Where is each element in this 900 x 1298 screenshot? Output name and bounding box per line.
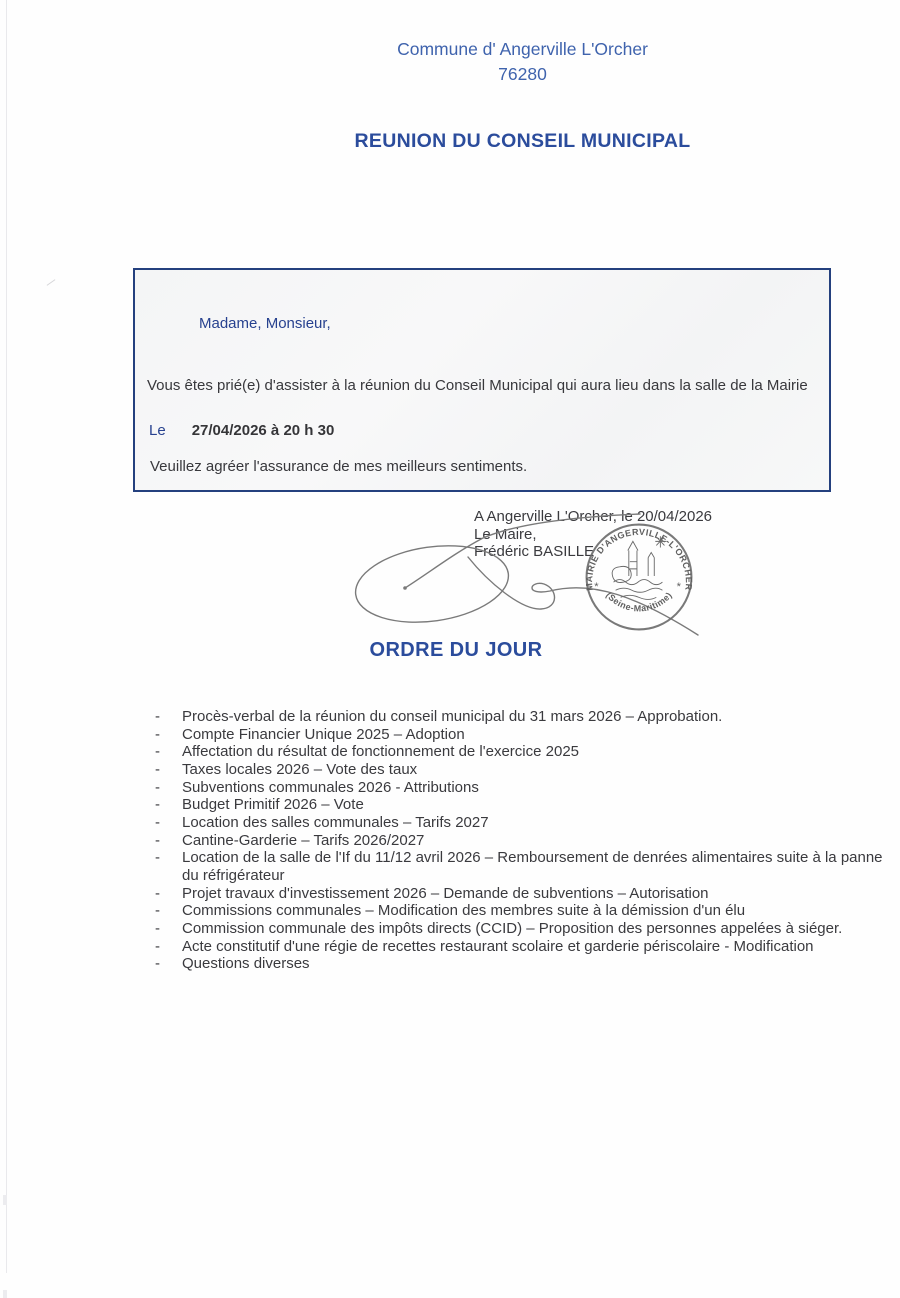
agenda-item-text: Commission communale des impôts directs (CCID) – Proposition des personnes appelées à siéger. xyxy=(182,919,843,937)
agenda-bullet: - xyxy=(155,902,160,920)
agenda-bullet: - xyxy=(155,778,160,796)
agenda-bullet: - xyxy=(155,937,160,955)
agenda-item-text: Subventions communales 2026 - Attributions xyxy=(182,778,479,796)
agenda-item-text: Compte Financier Unique 2025 – Adoption xyxy=(182,725,465,743)
agenda-item xyxy=(155,743,900,761)
signature-name: Frédéric BASILLE xyxy=(474,543,595,561)
agenda-item xyxy=(155,938,900,956)
agenda-item-text: Questions diverses xyxy=(182,955,310,973)
agenda-item xyxy=(155,814,900,832)
agenda-item-text: Budget Primitif 2026 – Vote xyxy=(182,796,364,814)
stamp-emblem xyxy=(612,536,666,599)
agenda-item xyxy=(155,885,900,903)
stamp-ring xyxy=(587,525,692,630)
agenda-item-text: Affectation du résultat de fonctionnement de l'exercice 2025 xyxy=(182,743,580,761)
agenda-item-text: Taxes locales 2026 – Vote des taux xyxy=(182,760,418,778)
agenda-item-text: Acte constitutif d'une régie de recettes restaurant scolaire et garderie périscolaire - Modification xyxy=(182,937,814,955)
scan-artifact-dash xyxy=(3,1195,7,1205)
stamp-left-star: * xyxy=(594,581,599,594)
agenda-bullet: - xyxy=(155,725,160,743)
official-stamp xyxy=(583,521,695,633)
agenda-bullet: - xyxy=(155,849,160,867)
agenda-bullet: - xyxy=(155,884,160,902)
stamp-bottom-text: (Seine-Maritime) xyxy=(604,590,674,614)
agenda-item-text: Location des salles communales – Tarifs 2027 xyxy=(182,813,489,831)
agenda-list xyxy=(155,708,900,973)
agenda-item xyxy=(155,955,900,973)
agenda-heading: ORDRE DU JOUR xyxy=(369,639,543,661)
scan-artifact-mark xyxy=(47,279,56,286)
agenda-item-text: Location de la salle de l'If du 11/12 avril 2026 – Remboursement de denrées alimentaires suite à la panne du réfrigérateur xyxy=(182,849,883,884)
meeting-date-line xyxy=(149,422,334,439)
agenda-bullet: - xyxy=(155,955,160,973)
letter-closing: Veuillez agréer l'assurance de mes meilleurs sentiments. xyxy=(150,458,528,475)
agenda-bullet: - xyxy=(155,919,160,937)
agenda-item xyxy=(155,708,900,726)
signature-pen-dot xyxy=(403,586,407,590)
agenda-item-text: Projet travaux d'investissement 2026 – Demande de subventions – Autorisation xyxy=(182,884,709,902)
scan-edge-line xyxy=(6,0,7,1273)
commune-name: Commune d' Angerville L'Orcher xyxy=(397,39,648,59)
date-label: Le xyxy=(149,422,166,439)
agenda-item xyxy=(155,849,900,884)
agenda-bullet: - xyxy=(155,708,160,725)
agenda-bullet: - xyxy=(155,743,160,761)
meeting-date-value: 27/04/2026 à 20 h 30 xyxy=(191,422,335,439)
agenda-bullet: - xyxy=(155,760,160,778)
salutation: Madame, Monsieur, xyxy=(199,315,331,332)
agenda-item-text: Commissions communales – Modification des membres suite à la démission d'un élu xyxy=(182,902,746,920)
agenda-item xyxy=(155,779,900,797)
signature-role: Le Maire, xyxy=(474,525,537,543)
document-title: REUNION DU CONSEIL MUNICIPAL xyxy=(354,130,691,152)
convocation-box xyxy=(133,268,831,492)
agenda-item xyxy=(155,920,900,938)
agenda-item xyxy=(155,726,900,744)
stamp-right-star: * xyxy=(676,581,682,594)
agenda-item xyxy=(155,902,900,920)
commune-header xyxy=(145,37,900,86)
agenda-item-text: Cantine-Garderie – Tarifs 2026/2027 xyxy=(182,831,425,849)
agenda-item xyxy=(155,796,900,814)
agenda-item-text: Procès-verbal de la réunion du conseil municipal du 31 mars 2026 – Approbation. xyxy=(182,708,723,725)
agenda-bullet: - xyxy=(155,796,160,814)
commune-postal-code: 76280 xyxy=(498,63,547,84)
stamp-top-text: MAIRIE D'ANGERVILLE-L'ORCHER xyxy=(584,526,694,592)
agenda-item xyxy=(155,761,900,779)
agenda-item xyxy=(155,832,900,850)
agenda-bullet: - xyxy=(155,813,160,831)
signature-place-date: A Angerville L'Orcher, le 20/04/2026 xyxy=(474,508,713,525)
letter-body: Vous êtes prié(e) d'assister à la réunion du Conseil Municipal qui aura lieu dans la salle de la Mairie xyxy=(147,377,808,394)
scan-artifact-dash xyxy=(3,1290,7,1298)
agenda-bullet: - xyxy=(155,831,160,849)
